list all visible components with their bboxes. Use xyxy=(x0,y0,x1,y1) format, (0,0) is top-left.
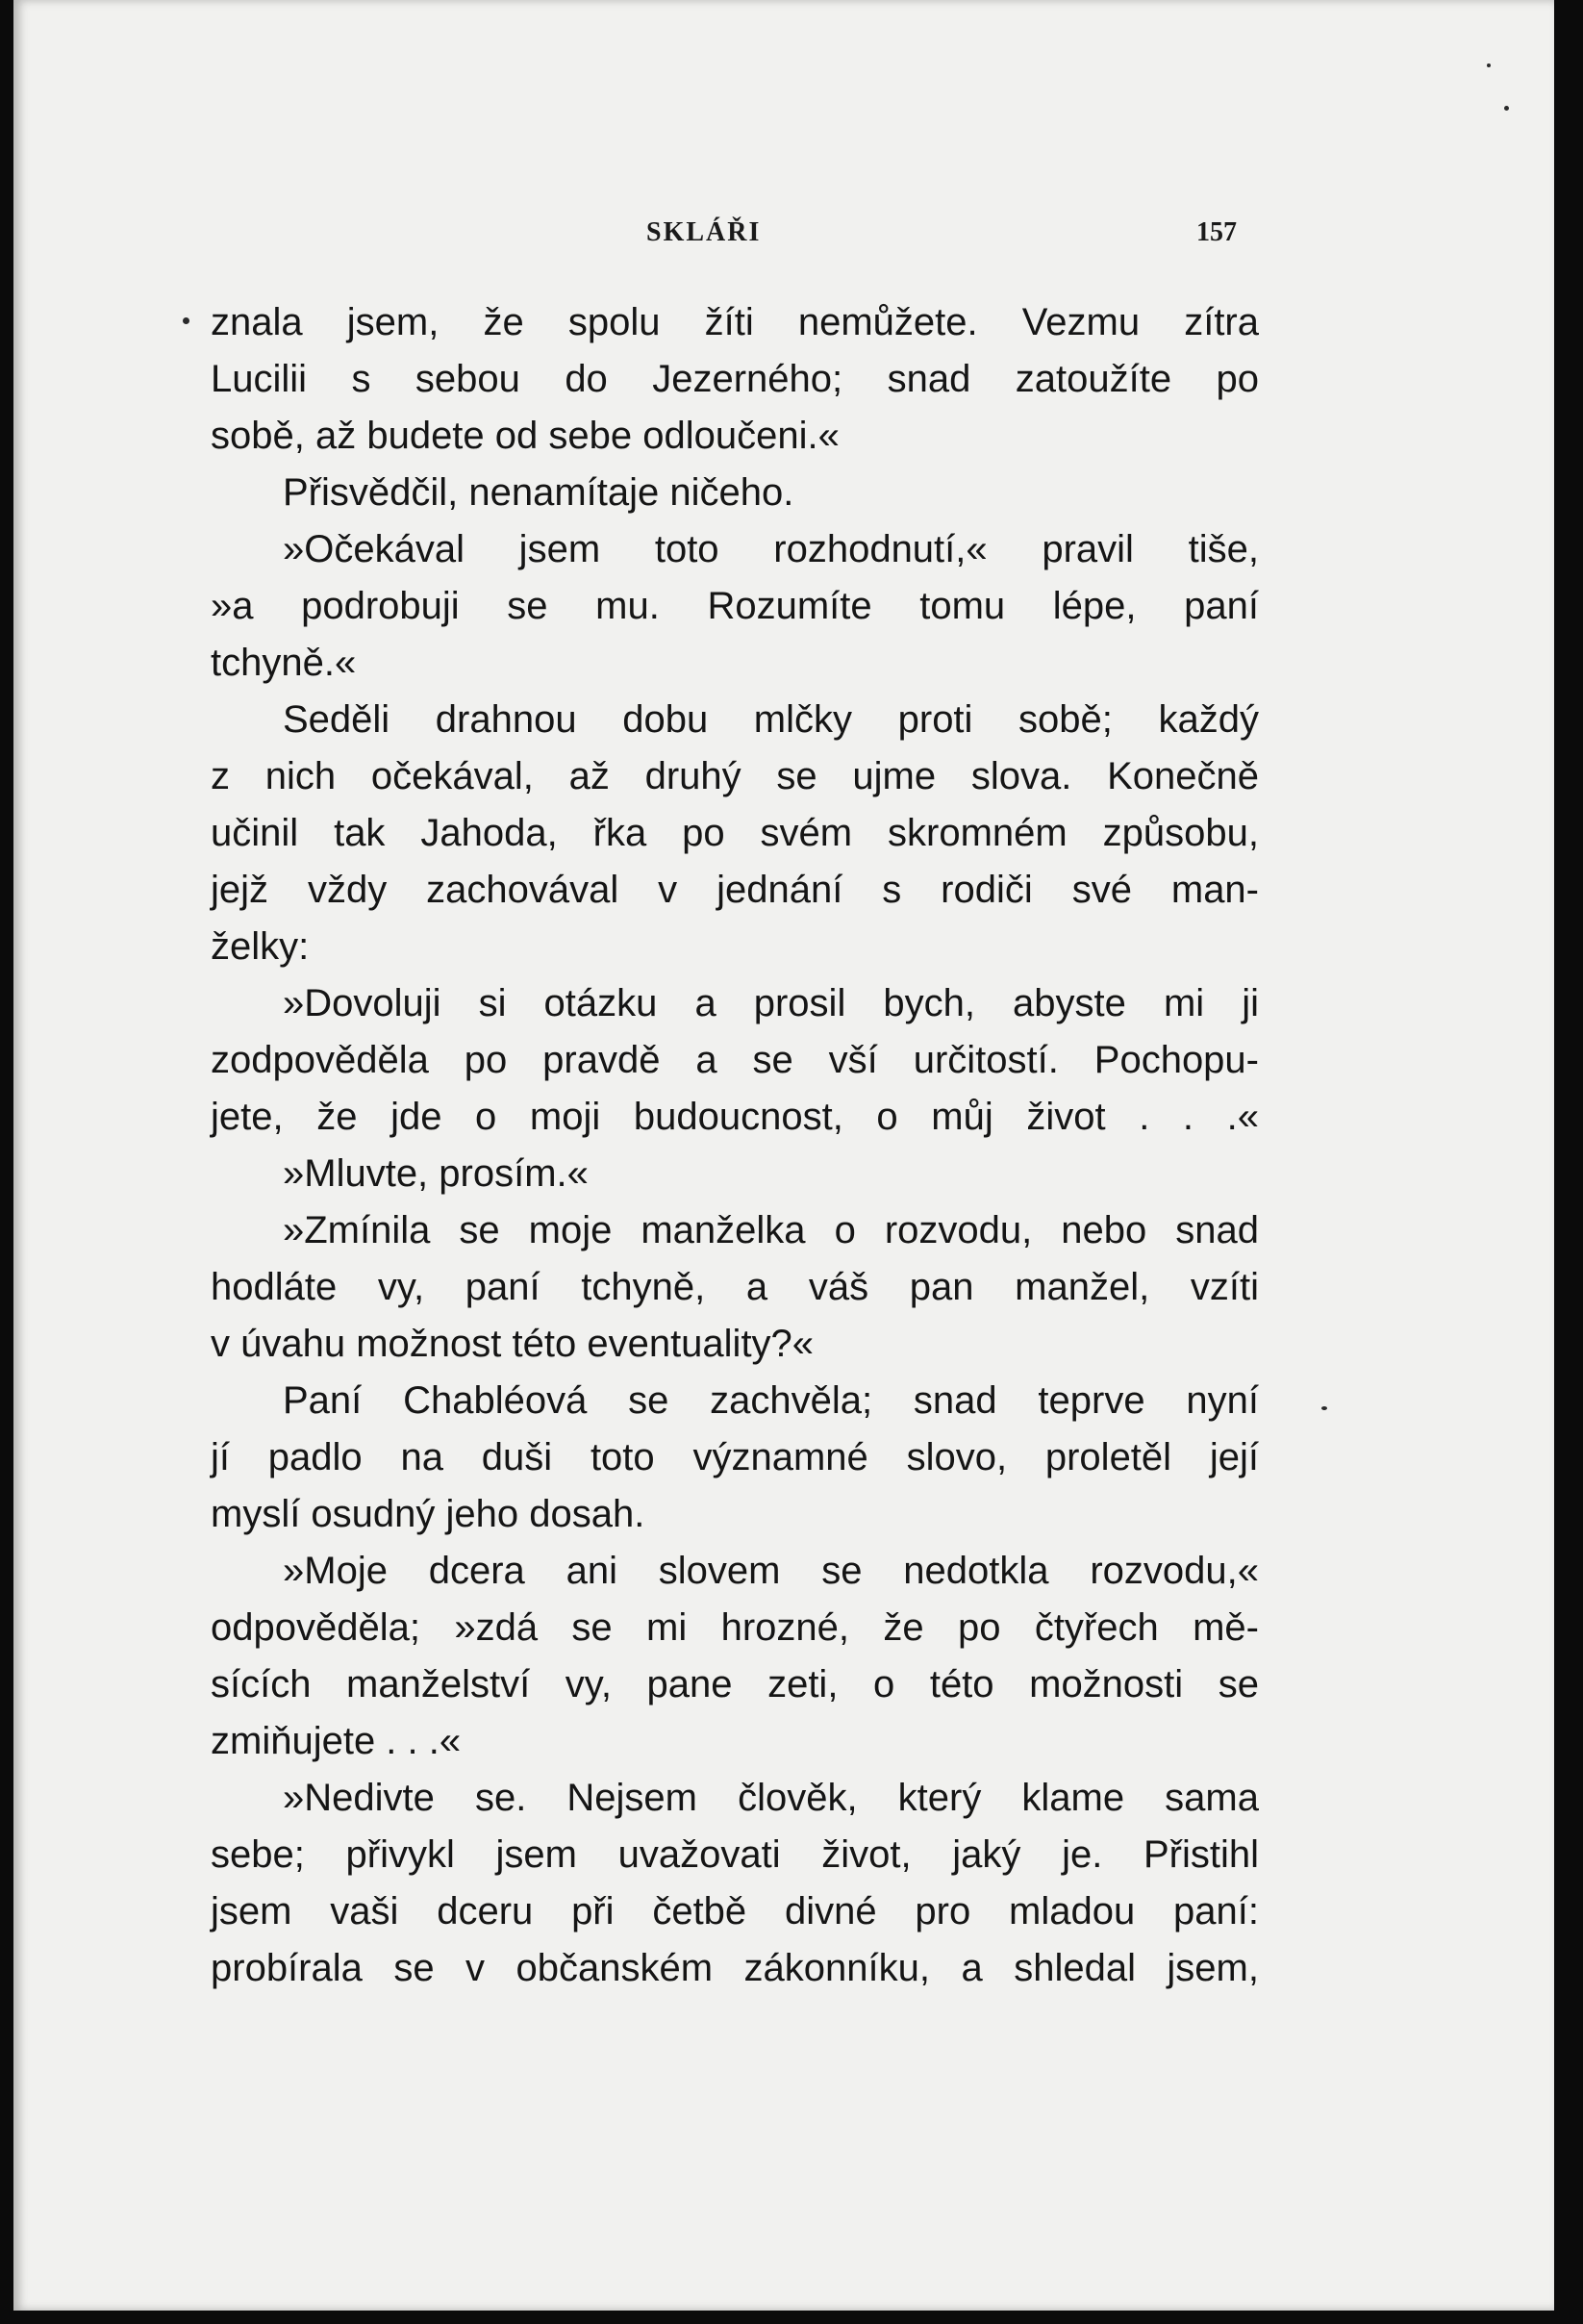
text-line: z nich očekával, až druhý se ujme slova. Konečně xyxy=(211,755,1259,797)
text-line: sobě, až budete od sebe odloučeni.« xyxy=(211,415,840,457)
book-page xyxy=(13,0,1554,2311)
text-line: »Mluvte, prosím.« xyxy=(283,1152,589,1195)
text-line: učinil tak Jahoda, řka po svém skromném způsobu, xyxy=(211,812,1259,854)
text-line: znala jsem, že spolu žíti nemůžete. Vezmu zítra xyxy=(211,301,1259,343)
text-line: Přisvědčil, nenamítaje ničeho. xyxy=(283,471,794,514)
running-head: SKLÁŘI xyxy=(646,217,762,247)
scan-speck xyxy=(1487,63,1491,67)
text-line: sících manželství vy, pane zeti, o této možnosti se xyxy=(211,1663,1259,1705)
text-line: odpověděla; »zdá se mi hrozné, že po čtyřech mě- xyxy=(211,1606,1259,1649)
text-line: jsem vaši dceru při četbě divné pro mladou paní: xyxy=(211,1890,1259,1932)
text-line: tchyně.« xyxy=(211,642,357,684)
scan-border-right xyxy=(1554,0,1583,2324)
text-line: probírala se v občanském zákonníku, a shledal jsem, xyxy=(211,1947,1259,1989)
text-line: jejž vždy zachovával v jednání s rodiči své man- xyxy=(211,869,1259,911)
text-line: zmiňujete . . .« xyxy=(211,1720,462,1762)
text-line: hodláte vy, paní tchyně, a váš pan manžel, vzíti xyxy=(211,1266,1259,1308)
text-line: Lucilii s sebou do Jezerného; snad zatoužíte po xyxy=(211,358,1259,400)
text-line: jí padlo na duši toto významné slovo, proletěl její xyxy=(211,1436,1259,1478)
page-header xyxy=(13,217,1554,256)
text-line: »a podrobuji se mu. Rozumíte tomu lépe, paní xyxy=(211,585,1259,627)
text-line: zodpověděla po pravdě a se vší určitostí. Pochopu- xyxy=(211,1039,1259,1081)
text-line: »Moje dcera ani slovem se nedotkla rozvodu,« xyxy=(283,1550,1259,1592)
scan-border-bottom xyxy=(0,2311,1583,2324)
text-line: želky: xyxy=(211,925,310,968)
body-text xyxy=(211,294,1259,1997)
text-line: »Nedivte se. Nejsem člověk, který klame sama xyxy=(283,1777,1259,1819)
text-line: jete, že jde o moji budoucnost, o můj život . . .« xyxy=(211,1096,1259,1138)
text-line: myslí osudný jeho dosah. xyxy=(211,1493,645,1535)
scan-speck xyxy=(1504,106,1509,111)
text-line: »Dovoluji si otázku a prosil bych, abyste mi ji xyxy=(283,982,1259,1024)
text-line: Seděli drahnou dobu mlčky proti sobě; každý xyxy=(283,698,1259,741)
text-line: sebe; přivykl jsem uvažovati život, jaký je. Přistihl xyxy=(211,1833,1259,1876)
text-line: »Očekával jsem toto rozhodnutí,« pravil tiše, xyxy=(283,528,1259,570)
scan-speck xyxy=(183,317,189,324)
text-line: Paní Chabléová se zachvěla; snad teprve nyní xyxy=(283,1379,1259,1422)
page-number: 157 xyxy=(1196,217,1237,247)
text-line: »Zmínila se moje manželka o rozvodu, nebo snad xyxy=(283,1209,1259,1251)
text-line: v úvahu možnost této eventuality?« xyxy=(211,1323,815,1365)
scan-speck xyxy=(1321,1406,1327,1410)
